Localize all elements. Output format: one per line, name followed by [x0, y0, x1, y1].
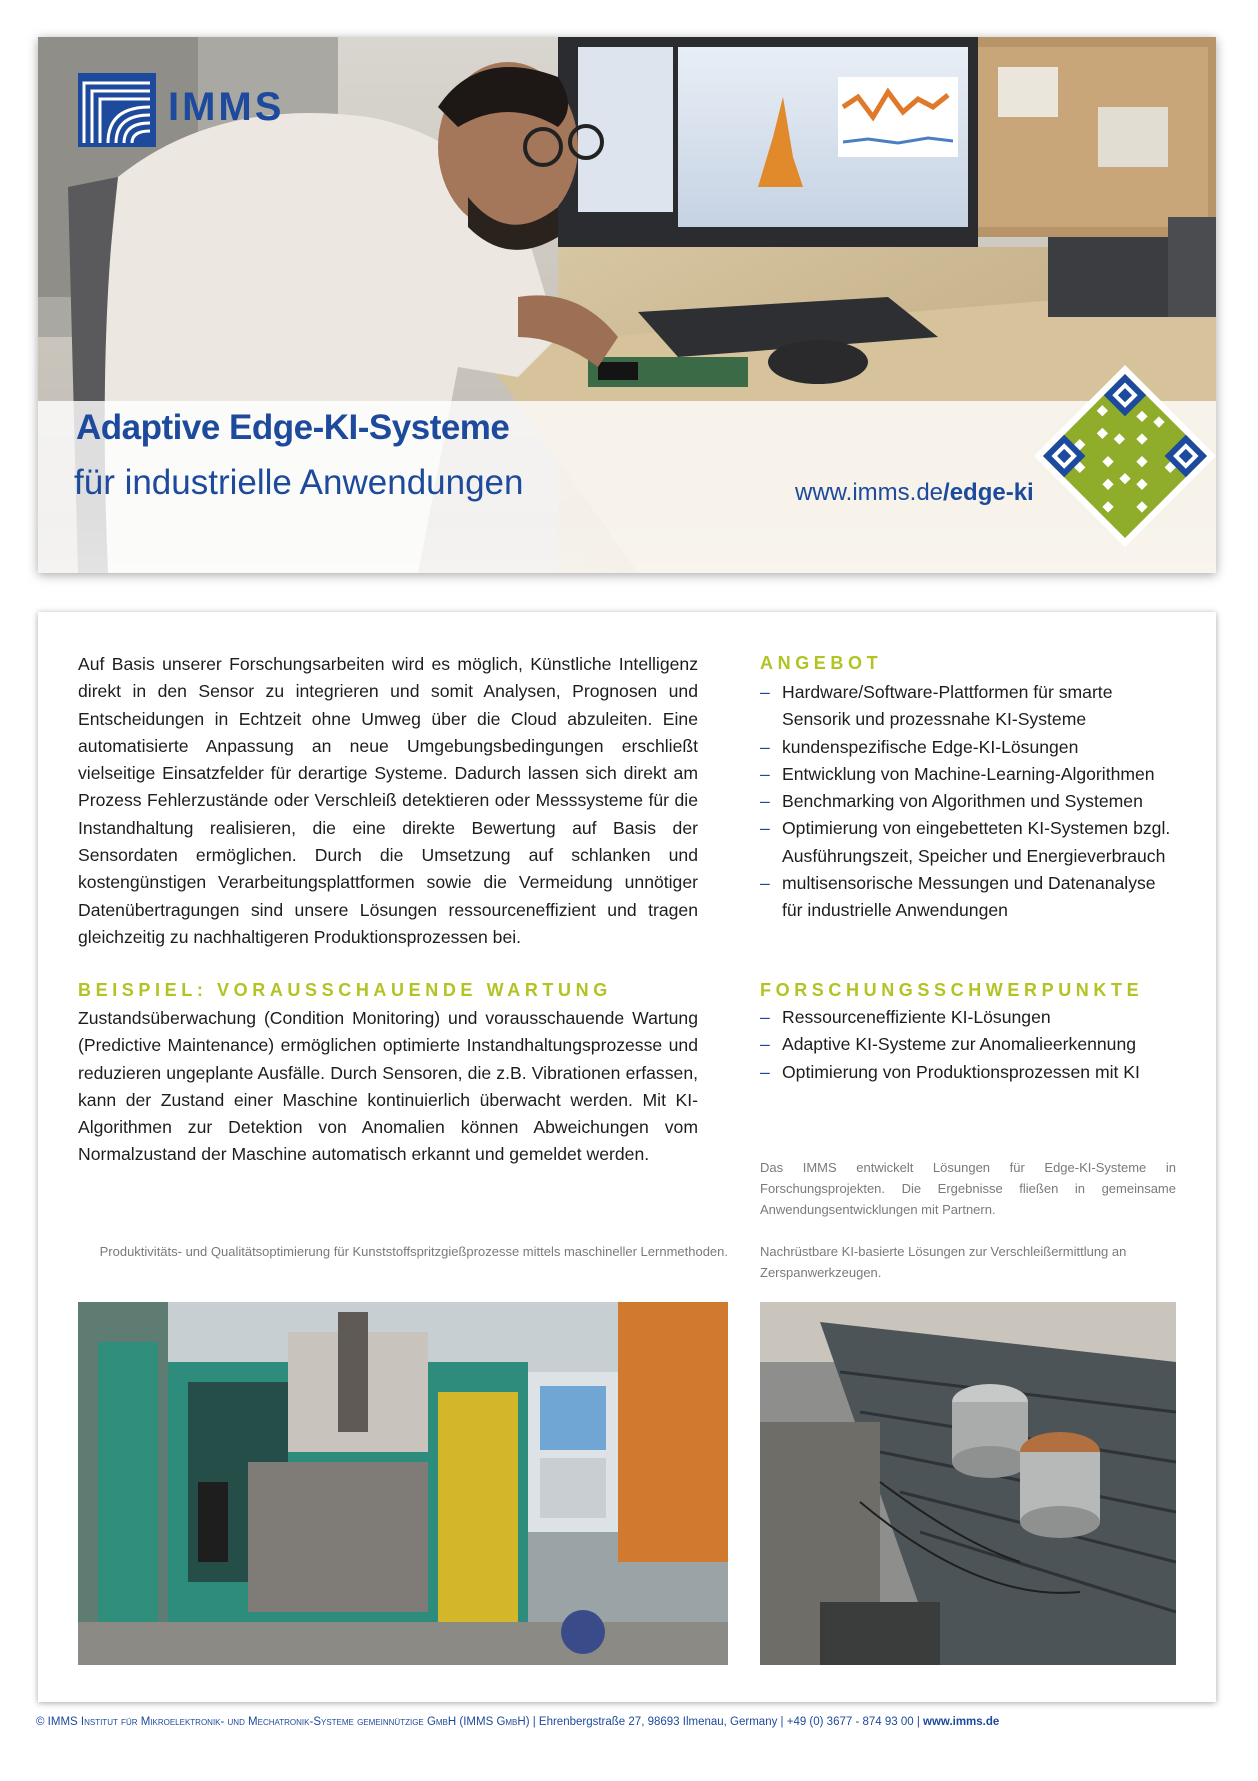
list-item: – multisensorische Messungen und Datenanalyse für industrielle Anwendungen	[760, 873, 1156, 921]
hero-url-link[interactable]	[795, 479, 1034, 507]
injection-molding-machine-photo	[78, 1302, 728, 1665]
research-heading: FORSCHUNGSSCHWERPUNKTE	[760, 980, 1144, 1000]
imms-logo	[78, 73, 318, 147]
footer-address: | Ehrenbergstraße 27, 98693 Ilmenau, Germany | +49 (0) 3677 - 874 93 00 |	[529, 1716, 924, 1728]
research-list	[760, 1004, 1180, 1086]
tool-wear-sensor-photo	[760, 1302, 1176, 1665]
url-domain: www.imms.de	[795, 479, 944, 506]
list-item: – Optimierung von eingebetteten KI-Systemen bzgl. Ausführungszeit, Speicher und Energieverbrauch	[760, 818, 1171, 866]
list-item: – Adaptive KI-Systeme zur Anomalieerkennung	[760, 1034, 1137, 1055]
list-item: – Hardware/Software-Plattformen für smarte Sensorik und prozessnahe KI-Systeme	[760, 682, 1113, 730]
hero-subtitle: für industrielle Anwendungen	[74, 463, 524, 502]
list-item: – Entwicklung von Machine-Learning-Algorithmen	[760, 763, 1155, 784]
projects-note: Das IMMS entwickelt Lösungen für Edge-KI-Systeme in Forschungsprojekten. Die Ergebnisse fließen in gemeinsame Anwendungsentwicklungen mit Partnern.	[760, 1160, 1176, 1217]
logo-wordmark: IMMS	[168, 85, 285, 129]
left-photo-caption: Produktivitäts- und Qualitätsoptimierung für Kunststoffspritzgießprozesse mittels maschineller Lernmethoden.	[99, 1244, 728, 1259]
offer-heading: ANGEBOT	[760, 653, 883, 673]
hero-title: Adaptive Edge-KI-Systeme	[76, 408, 510, 447]
example-heading: BEISPIEL: VORAUSSCHAUENDE WARTUNG	[78, 980, 612, 1000]
url-path: /edge-ki	[943, 479, 1034, 506]
list-item: – Optimierung von Produktionsprozessen mit KI	[760, 1061, 1140, 1082]
example-paragraph: Zustandsüberwachung (Condition Monitoring) und vorausschauende Wartung (Predictive Maintenance) ermöglichen optimierte Instandhaltungsprozesse und reduzieren ungeplante Ausfälle. Durch Sensoren, die z.B. Vibrationen erfassen, kann der Zustand einer Maschine kontinuierlich überwacht werden. Mit KI-Algorithmen zur Detektion von Anomalien können Abweichungen vom Normalzustand der Maschine automatisch erkannt und gemeldet werden.	[78, 1008, 698, 1165]
list-item: – Benchmarking von Algorithmen und Systemen	[760, 791, 1143, 812]
offer-list	[760, 679, 1180, 925]
footer-copyright: © IMMS Institut für Mikroelektronik- und Mechatronik-Systeme gemeinnützige GmbH (IMMS GmbH)	[36, 1716, 530, 1728]
list-item: – Ressourceneffiziente KI-Lösungen	[760, 1007, 1051, 1027]
footer	[36, 1716, 1222, 1728]
qr-code-icon[interactable]	[1034, 365, 1216, 547]
footer-website-link[interactable]: www.imms.de	[923, 1716, 1000, 1728]
imms-logo-icon	[78, 73, 156, 147]
intro-paragraph: Auf Basis unserer Forschungsarbeiten wird es möglich, Künstliche Intelligenz direkt in den Sensor zu integrieren und somit Analysen, Prognosen und Entscheidungen in Echtzeit ohne Umweg über die Cloud abzuleiten. Eine automatisierte Anpassung an neue Umgebungsbedingungen erschließt vielseitige Einsatzfelder für derartige Systeme. Dadurch lassen sich direkt am Prozess Fehlerzustände oder Verschleiß detektieren oder Messsysteme für die Instandhaltung realisieren, die eine direkte Bewertung auf Basis der Sensordaten ermöglichen. Durch die Umsetzung auf schlanken und kostengünstigen Verarbeitungsplattformen sowie die Vermeidung unnötiger Datenübertragungen sind unsere Lösungen ressourceneffizient und tragen gleichzeitig zu nachhaltigeren Produktionsprozessen bei.	[78, 654, 698, 947]
list-item: – kundenspezifische Edge-KI-Lösungen	[760, 736, 1079, 757]
hero-banner	[38, 37, 1216, 573]
right-photo-caption: Nachrüstbare KI-basierte Lösungen zur Verschleißermittlung an Zerspanwerkzeugen.	[760, 1244, 1127, 1280]
